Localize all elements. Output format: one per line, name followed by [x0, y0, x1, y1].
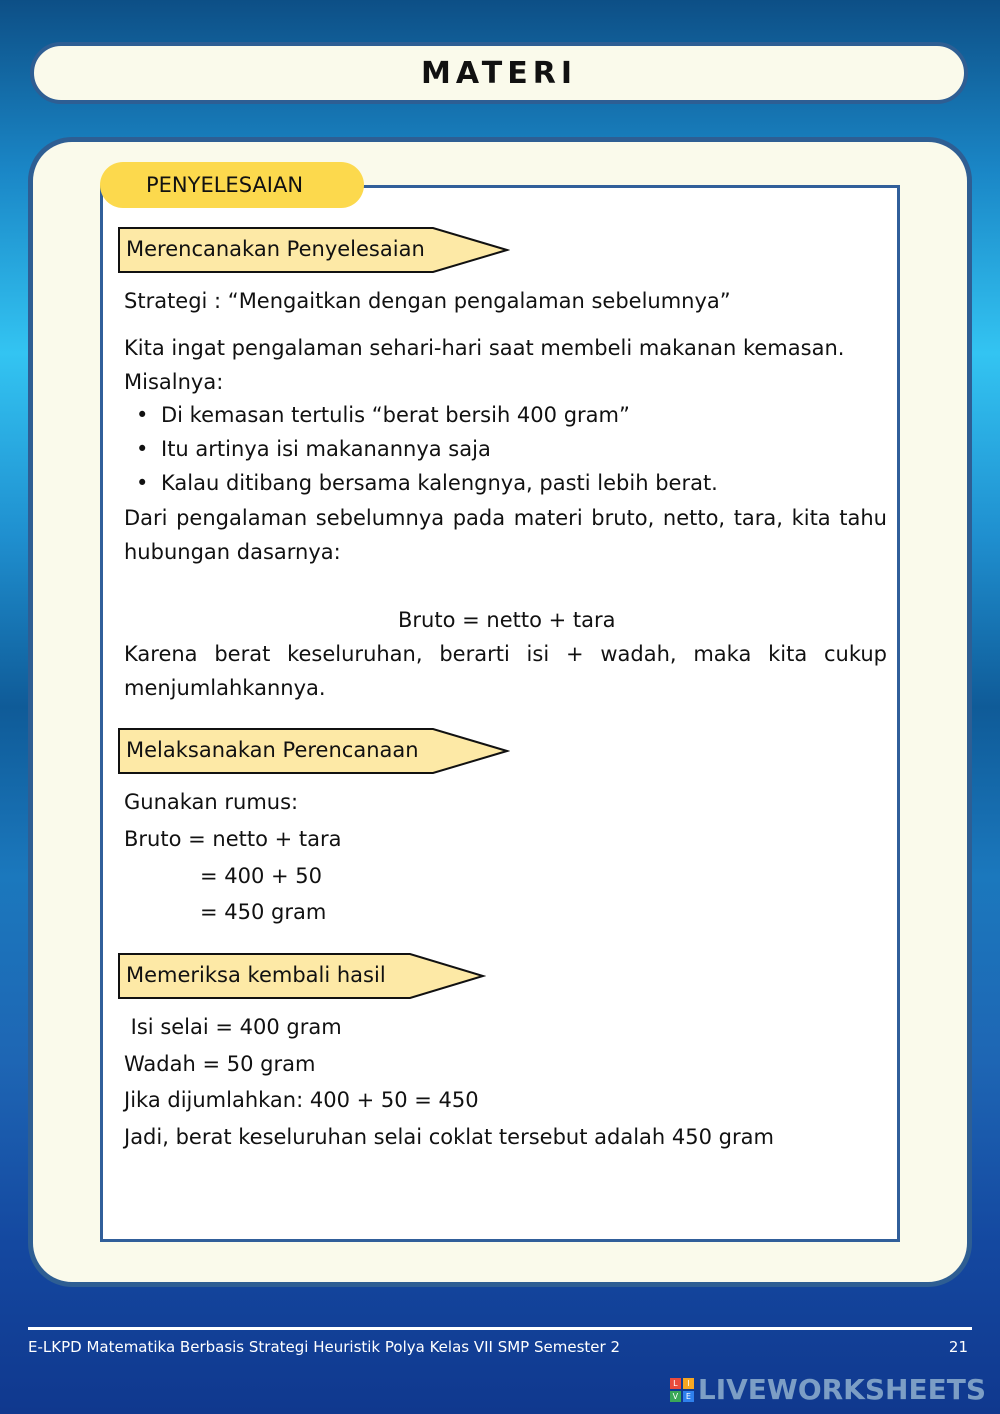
heading-check-label: Memeriksa kembali hasil	[126, 963, 386, 987]
footer-divider	[28, 1327, 972, 1330]
heading-check	[118, 953, 386, 997]
experience-paragraph: Dari pengalaman sebelumnya pada materi bruto, netto, tara, kita tahu hubungan dasarnya:	[124, 506, 887, 564]
heading-plan	[118, 227, 425, 271]
section-label-badge	[100, 162, 364, 208]
watermark-text: LIVEWORKSHEETS	[697, 1373, 986, 1406]
footer-text: E-LKPD Matematika Berbasis Strategi Heuristik Polya Kelas VII SMP Semester 2	[28, 1338, 620, 1356]
experience-list	[124, 398, 718, 500]
section-label: PENYELESAIAN	[146, 173, 304, 197]
strategy-text: Strategi : “Mengaitkan dengan pengalaman sebelumnya”	[124, 289, 731, 313]
execute-line-1: Gunakan rumus:	[124, 790, 299, 814]
execute-line-2: Bruto = netto + tara	[124, 827, 342, 851]
heading-execute	[118, 728, 419, 772]
formula-text: Bruto = netto + tara	[398, 608, 616, 632]
execute-line-4: = 450 gram	[200, 900, 327, 924]
intro-line-1: Kita ingat pengalaman sehari-hari saat membeli makanan kemasan.	[124, 336, 845, 360]
heading-execute-label: Melaksanakan Perencanaan	[126, 738, 419, 762]
check-line-1: Isi selai = 400 gram	[124, 1015, 342, 1039]
check-line-3: Jika dijumlahkan: 400 + 50 = 450	[124, 1088, 479, 1112]
conclusion-paragraph: Karena berat keseluruhan, berarti isi + wadah, maka kita cukup menjumlahkannya.	[124, 642, 887, 700]
intro-line-2: Misalnya:	[124, 370, 224, 394]
title-bar	[30, 42, 968, 104]
list-item: • Itu artinya isi makanannya saja	[124, 432, 718, 466]
page-title: MATERI	[421, 55, 577, 91]
liveworksheets-logo-icon: L I V E	[670, 1378, 694, 1402]
check-line-4: Jadi, berat keseluruhan selai coklat tersebut adalah 450 gram	[124, 1125, 774, 1149]
heading-plan-label: Merencanakan Penyelesaian	[126, 237, 425, 261]
execute-line-3: = 400 + 50	[200, 864, 323, 888]
check-line-2: Wadah = 50 gram	[124, 1052, 316, 1076]
list-item: • Di kemasan tertulis “berat bersih 400 gram”	[124, 398, 718, 432]
page-number: 21	[948, 1338, 968, 1356]
liveworksheets-watermark	[670, 1373, 986, 1406]
list-item: • Kalau ditibang bersama kalengnya, pasti lebih berat.	[124, 466, 718, 500]
